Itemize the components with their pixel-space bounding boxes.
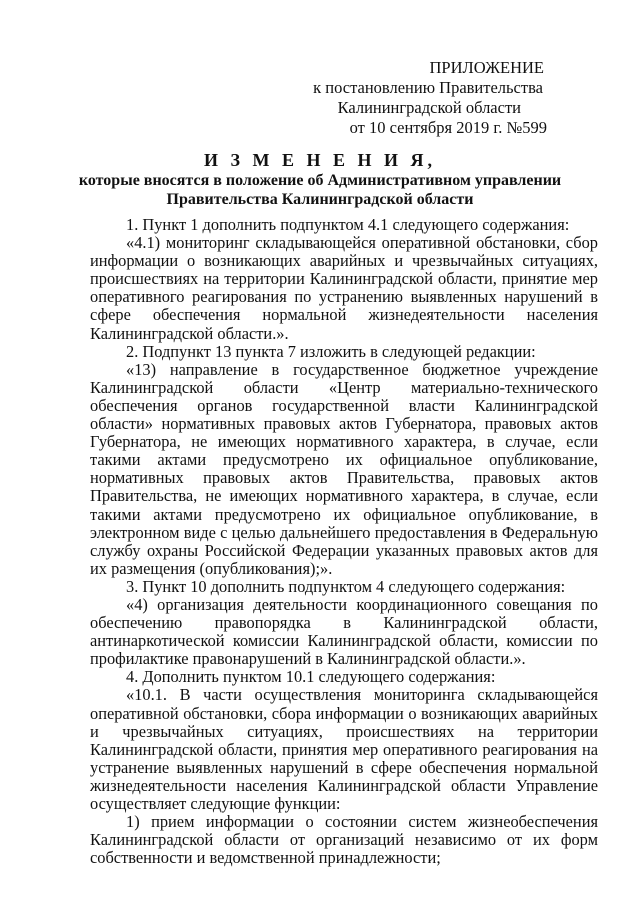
- paragraph-7: 4. Дополнить пунктом 10.1 следующего содержания:: [126, 667, 496, 687]
- paragraph-5: 3. Пункт 10 дополнить подпунктом 4 следующего содержания:: [126, 576, 566, 596]
- paragraph-1: 1. Пункт 1 дополнить подпунктом 4.1 следующего содержания:: [126, 215, 570, 234]
- paragraph-2: «4.1) мониторинг складывающейся оперативной обстановки, сбор информации о возникающих аварийных и чрезвычайных ситуациях, происшествиях на территории Калининградской области, принятие мер оперативного реагирования по устранению выявленных нарушений в сфере обеспечения нормальной жизнедеятельности населения Калининградской области.».: [90, 233, 598, 343]
- paragraph-4: «13) направление в государственное бюджетное учреждение Калининградской области «Центр материально-технического обеспечения органов государственной власти Калининградской области» нормативных правовых актов Губернатора, правовых актов Губернатора, не имеющих нормативного характера, в случае, если такими актами предусмотрено их официальное опубликование, нормативных правовых актов Правительства, правовых актов Правительства, не имеющих нормативного характера, в случае, если такими актами предусмотрено их официальное опубликование, в электронном виде с целью дальнейшего предоставления в Федеральную службу охраны Российской Федерации указанных правовых актов для их размещения (опубликования);».: [90, 359, 598, 578]
- appendix-title: ПРИЛОЖЕНИЕ: [429, 58, 544, 77]
- appendix-date-number: от 10 сентября 2019 г. №599: [349, 118, 547, 137]
- paragraph-9: 1) прием информации о состоянии систем жизнеобеспечения Калининградской области от организаций независимо от их форм собственности и ведомственной принадлежности;: [90, 812, 598, 868]
- document-title: [0, 149, 640, 209]
- appendix-line-2: к постановлению Правительства: [313, 78, 543, 97]
- paragraph-3: 2. Подпункт 13 пункта 7 изложить в следующей редакции:: [126, 341, 536, 361]
- appendix-line-3: Калининградской области: [337, 98, 521, 117]
- document-body: [90, 216, 598, 867]
- title-line-3: Правительства Калининградской области: [166, 191, 474, 208]
- title-line-1: И З М Е Н Е Н И Я,: [203, 150, 436, 170]
- paragraph-8: «10.1. В части осуществления мониторинга складывающейся оперативной обстановки, сбора информации о возникающих аварийных и чрезвычайных ситуациях, происшествиях на территории Калининградской области, принятия мер оперативного реагирования на устранение выявленных нарушений в сфере обеспечения нормальной жизнедеятельности населения Калининградской области Управление осуществляет следующие функции:: [90, 685, 598, 813]
- appendix-header: [192, 58, 552, 138]
- paragraph-6: «4) организация деятельности координационного совещания по обеспечению правопорядка в Калининградской области, антинаркотической комиссии Калининградской области, комиссии по профилактике правонарушений в Калининградской области.».: [90, 594, 598, 669]
- title-line-2: которые вносятся в положение об Административном управлении: [78, 172, 562, 189]
